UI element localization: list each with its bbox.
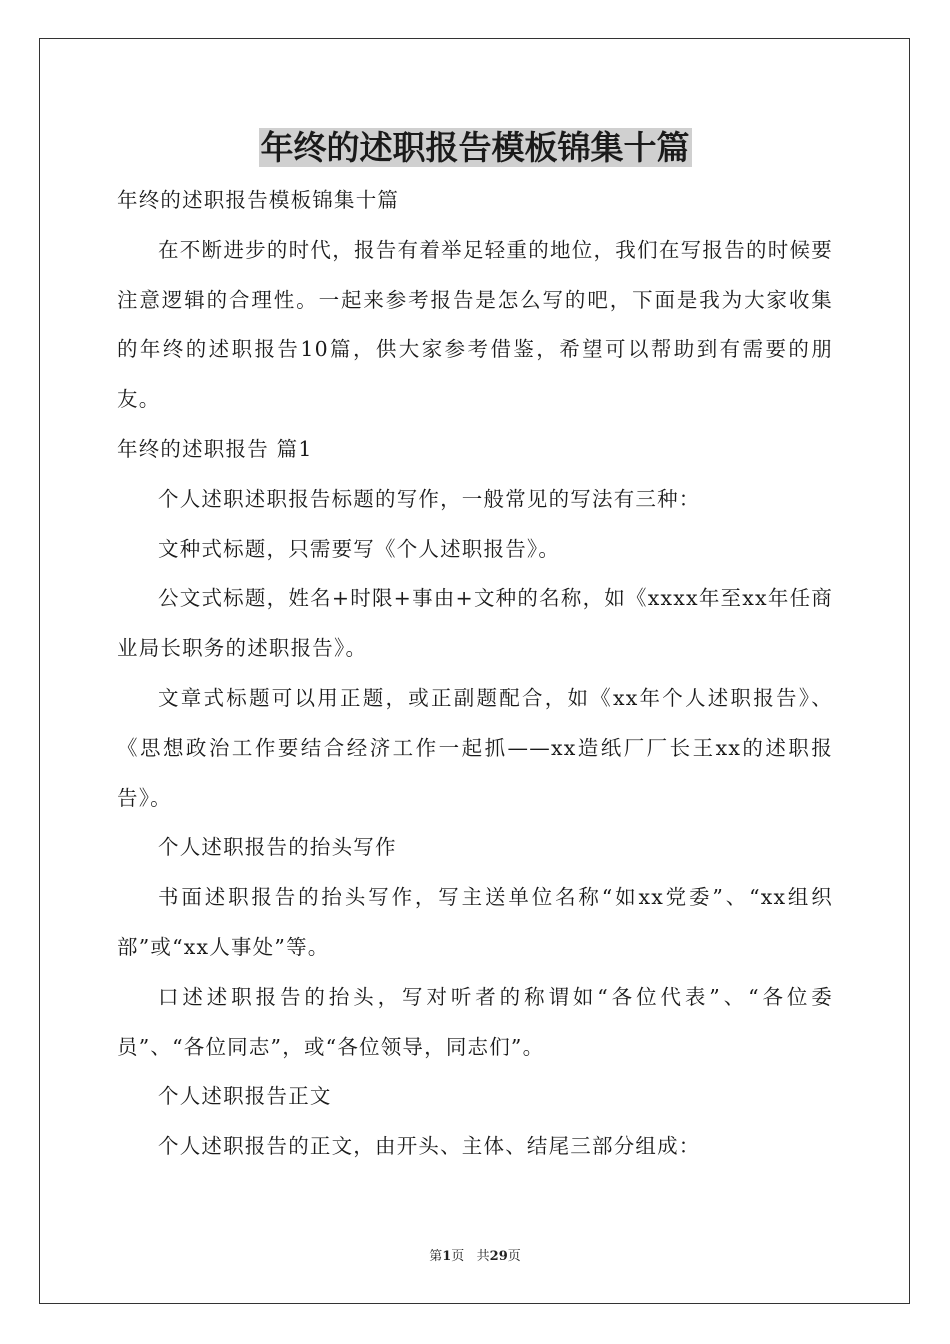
- paragraph: 公文式标题，姓名+时限+事由+文种的名称，如《xxxx年至xx年任商业局长职务的述职报告》。: [117, 586, 833, 661]
- paragraph: 个人述职报告的正文，由开头、主体、结尾三部分组成：: [158, 1134, 701, 1159]
- page-current: 1: [442, 1249, 452, 1264]
- paragraph: 书面述职报告的抬头写作，写主送单位名称“如xx党委”、“xx组织部”或“xx人事处”等。: [117, 885, 833, 959]
- paragraph: 个人述职述职报告标题的写作，一般常见的写法有三种：: [158, 486, 701, 511]
- page-label-suffix: 页: [507, 1249, 521, 1264]
- paragraph: 个人述职报告正文: [158, 1084, 332, 1109]
- document-title-text: 年终的述职报告模板锦集十篇: [260, 128, 690, 167]
- section-heading: 年终的述职报告 篇1: [117, 436, 313, 461]
- paragraph: 个人述职报告的抬头写作: [158, 835, 397, 860]
- page-footer: [0, 1248, 950, 1266]
- paragraph: 文章式标题可以用正题，或正副题配合，如《xx年个人述职报告》、《思想政治工作要结合经济工作一起抓——xx造纸厂厂长王xx的述职报告》。: [117, 685, 833, 810]
- document-title: [0, 126, 950, 170]
- page-label-mid: 页 共: [451, 1249, 490, 1264]
- document-body: [117, 176, 833, 1172]
- paragraph: 在不断进步的时代，报告有着举足轻重的地位，我们在写报告的时候要注意逻辑的合理性。一起来参考报告是怎么写的吧，下面是我为大家收集的年终的述职报告10篇，供大家参考借鉴，希望可以帮助到有需要的朋友。: [117, 237, 833, 412]
- paragraph: 文种式标题，只需要写《个人述职报告》。: [158, 536, 561, 561]
- paragraph: 年终的述职报告模板锦集十篇: [117, 188, 400, 212]
- page-total: 29: [489, 1249, 508, 1264]
- page-label-prefix: 第: [429, 1249, 443, 1264]
- paragraph: 口述述职报告的抬头，写对听者的称谓如“各位代表”、“各位委员”、“各位同志”，或“各位领导，同志们”。: [117, 984, 833, 1059]
